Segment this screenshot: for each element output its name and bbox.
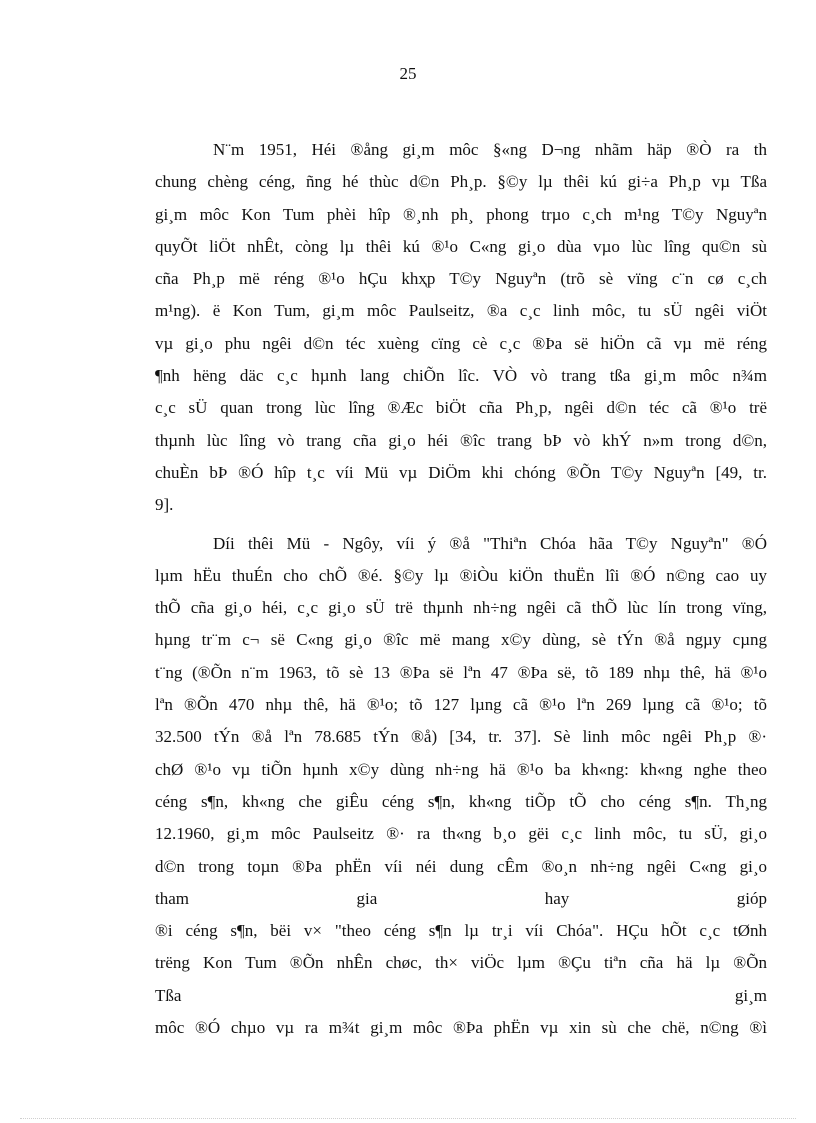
paragraph-2-line-5: t¨ng (®Õn n¨m 1963, tõ sè 13 ®Þa së lªn 47 ®Þa së, tõ 189 nhµ thê, hä ®¹o (155, 662, 767, 682)
paragraph-1-line-2: chung chèng céng, ñng hé thùc d©n Ph¸p. §©y lµ thêi kú gi÷a Ph¸p vµ Tßa (155, 172, 767, 192)
paragraph-2-line-16: môc ®Ó chµo vµ ra m¾t gi¸m môc ®Þa phËn vµ xin sù che chë, n©ng ®ì (155, 1018, 767, 1038)
page-bottom-edge (20, 1118, 796, 1119)
paragraph-1-line-11: chuÈn bÞ ®Ó hîp t¸c víi Mü vµ DiÖm khi chóng ®Õn T©y Nguyªn [49, tr. (155, 462, 767, 482)
paragraph-2-line-10: 12.1960, gi¸m môc Paulseitz ®· ra th«ng b¸o gëi c¸c linh môc, tu sÜ, gi¸o (155, 824, 767, 844)
paragraph-1-line-3: gi¸m môc Kon Tum phèi hîp ®¸nh ph¸ phong trµo c¸ch m¹ng T©y Nguyªn (155, 204, 767, 224)
page-number: 25 (399, 64, 417, 83)
paragraph-1-line-4: quyÕt liÖt nhÊt, còng lµ thêi kú ®¹o C«ng gi¸o dùa vµo lùc lîng qu©n sù (155, 236, 767, 256)
paragraph-2-line-11: d©n trong toµn ®Þa phËn víi néi dung cÊm ®o¸n nh÷ng ngêi C«ng gi¸o (155, 856, 767, 876)
paragraph-2-line-12: tham gia hay gióp (155, 888, 767, 908)
paragraph-2-line-13: ®i céng s¶n, bëi v× "theo céng s¶n lµ tr¸i víi Chóa". HÇu hÕt c¸c tØnh (155, 921, 767, 941)
paragraph-1-line-5: cña Ph¸p më réng ®¹o hÇu khҳp T©y Nguyªn (trõ sè vïng c¨n cø c¸ch (155, 269, 767, 289)
paragraph-2-line-7: 32.500 tÝn ®å lªn 78.685 tÝn ®å) [34, tr. 37]. Sè linh môc ngêi Ph¸p ®· (155, 727, 767, 747)
paragraph-2-line-14: trëng Kon Tum ®Õn nhÊn chøc, th× viÖc lµm ®Çu tiªn cña hä lµ ®Õn (155, 953, 767, 973)
paragraph-1-line-6: m¹ng). ë Kon Tum, gi¸m môc Paulseitz, ®a c¸c linh môc, tu sÜ ngêi viÖt (155, 301, 767, 321)
paragraph-2-line-15: Tßa gi¸m (155, 985, 767, 1005)
paragraph-1-line-9: c¸c sÜ quan trong lùc lîng ®Æc biÖt cña Ph¸p, ngêi d©n téc cã ®¹o trë (155, 398, 767, 418)
paragraph-1-line-12: 9]. (155, 495, 174, 515)
paragraph-2-line-2: lµm hËu thuÉn cho chÕ ®é. §©y lµ ®iÒu kiÖn thuËn lîi ®Ó n©ng cao uy (155, 565, 767, 585)
paragraph-2-line-8: chØ ®¹o vµ tiÕn hµnh x©y dùng nh÷ng hä ®¹o ba kh«ng: kh«ng nghe theo (155, 759, 767, 779)
paragraph-1-line-8: ¶nh hëng däc c¸c hµnh lang chiÕn lîc. VÒ vò trang tßa gi¸m môc n¾m (155, 366, 767, 386)
paragraph-2-line-4: hµng tr¨m c¬ së C«ng gi¸o ®îc më mang x©y dùng, sè tÝn ®å ngµy cµng (155, 630, 767, 650)
paragraph-1-line-10: thµnh lùc lîng vò trang cña gi¸o héi ®îc trang bÞ vò khÝ n»m trong d©n, (155, 430, 767, 450)
paragraph-1-line-1: N¨m 1951, Héi ®ång gi¸m môc §«ng D¬ng nhãm häp ®Ò ra th (213, 140, 767, 159)
body-text (155, 134, 767, 1044)
paragraph-2-line-3: thÕ cña gi¸o héi, c¸c gi¸o sÜ trë thµnh nh÷ng ngêi cã thÕ lùc lín trong vïng, (155, 598, 767, 618)
paragraph-2-line-6: lªn ®Õn 470 nhµ thê, hä ®¹o; tõ 127 lµng cã ®¹o lªn 269 lµng cã ®¹o; tõ (155, 695, 767, 715)
paragraph-1-line-7: vµ gi¸o phu ngêi d©n téc xuèng cïng cè c¸c ®Þa së hiÖn cã vµ më réng (155, 333, 767, 353)
paragraph-2-line-1: Díi thêi Mü - Ngôy, víi ý ®å "Thiªn Chóa hãa T©y Nguyªn" ®Ó (213, 533, 767, 553)
paragraph-2-line-9: céng s¶n, kh«ng che giÊu céng s¶n, kh«ng tiÕp tÕ cho céng s¶n. Th¸ng (155, 791, 767, 811)
